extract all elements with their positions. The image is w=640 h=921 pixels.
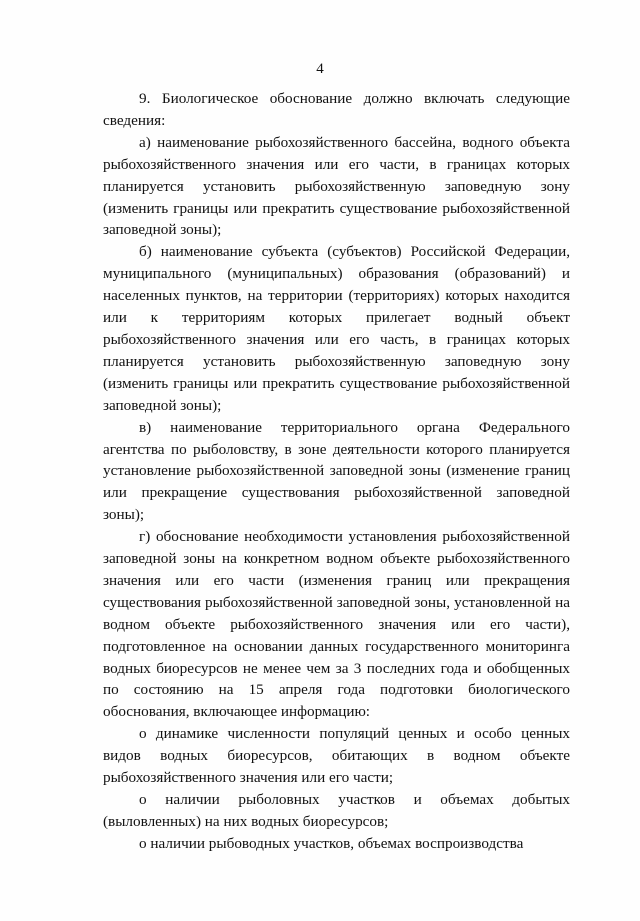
page-number: 4 <box>316 61 324 77</box>
paragraph-population-dynamics: о динамике численности популяций ценных и особо ценных видов водных биоресурсов, обитающих в водном объекте рыбохозяйственного значения или его части; <box>103 725 570 787</box>
paragraph-a: а) наименование рыбохозяйственного бассейна, водного объекта рыбохозяйственного значения или его части, в границах которых планируется установить рыбохозяйственную заповедную зону (изменить границы или прекратить существование рыбохозяйственной заповедной зоны); <box>103 133 570 239</box>
paragraph-b: б) наименование субъекта (субъектов) Российской Федерации, муниципального (муниципальных) образования (образований) и населенных пунктов, на территории (территориях) которых находится или к территориям которых прилегает водный объект рыбохозяйственного значения или его часть, в границах которых планируется установить рыбохозяйственную заповедную зону (изменить границы или прекратить существование рыбохозяйственной заповедной зоны); <box>103 243 570 414</box>
paragraph-fish-farming-areas: о наличии рыбоводных участков, объемах воспроизводства <box>139 834 524 852</box>
paragraph-fishing-areas: о наличии рыболовных участков и объемах добытых (выловленных) на них водных биоресурсов; <box>103 791 570 830</box>
paragraph-v: в) наименование территориального органа Федерального агентства по рыболовству, в зоне деятельности которого планируется установление рыбохозяйственной заповедной зоны (изменение границ или прекращение существования рыбохозяйственной заповедной зоны); <box>103 418 570 524</box>
paragraph-9: 9. Биологическое обоснование должно включать следующие сведения: <box>103 90 570 129</box>
document-body <box>103 88 570 855</box>
paragraph-g: г) обоснование необходимости установления рыбохозяйственной заповедной зоны на конкретном водном объекте рыбохозяйственного значения или его части (изменения границ или прекращения существования рыбохозяйственной заповедной зоны, установленной на водном объекте рыбохозяйственного значения или его части), подготовленное на основании данных государственного мониторинга водных биоресурсов не менее чем за 3 последних года и обобщенных по состоянию на 15 апреля года подготовки биологического обоснования, включающее информацию: <box>103 528 570 721</box>
